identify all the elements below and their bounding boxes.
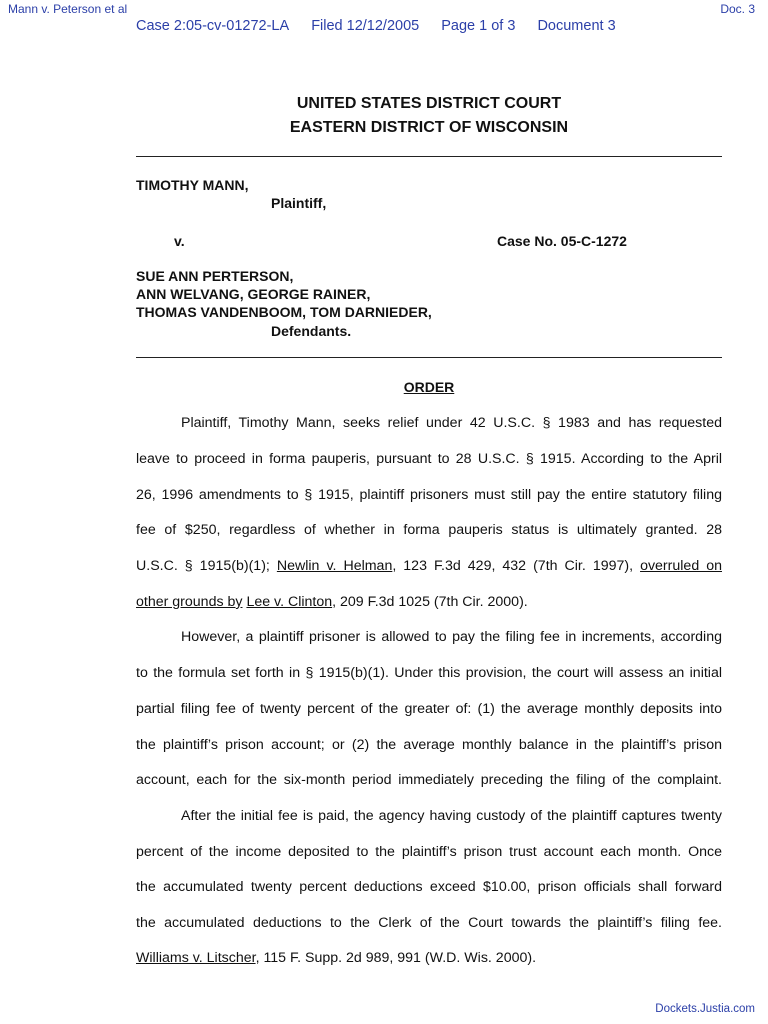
citation-lee: Lee v. Clinton xyxy=(246,594,333,610)
case-title-link[interactable]: Mann v. Peterson et al xyxy=(8,2,128,16)
body-line: account, each for the six-month period immediately preceding the filing of the complaint. xyxy=(136,772,722,788)
citation-williams: Williams v. Litscher xyxy=(136,950,256,966)
body-line: the accumulated twenty percent deductions exceed $10.00, prison officials shall forward xyxy=(136,879,722,895)
body-line: percent of the income deposited to the plaintiff’s prison trust account each month. Once xyxy=(136,844,722,860)
body-line-citations xyxy=(136,950,722,966)
text: , 123 F.3d 429, 432 (7th Cir. 1997), xyxy=(392,558,641,574)
caption-bottom-rule xyxy=(136,357,722,358)
filing-header xyxy=(136,18,634,34)
body-line: fee of $250, regardless of whether in forma pauperis status is ultimately granted. 28 xyxy=(136,522,722,538)
citation-newlin: Newlin v. Helman xyxy=(276,558,393,574)
body-line: 26, 1996 amendments to § 1915, plaintiff prisoners must still pay the entire statutory filing xyxy=(136,487,722,503)
defendant-line-1: SUE ANN PERTERSON, xyxy=(136,268,294,284)
header-case-number: Case 2:05-cv-01272-LA xyxy=(136,18,290,34)
plaintiff-role: Plaintiff, xyxy=(271,195,327,211)
order-title: ORDER xyxy=(403,379,455,395)
body-line: the accumulated deductions to the Clerk of the Court towards the plaintiff’s filing fee. xyxy=(136,915,722,931)
body-line-citations xyxy=(136,594,722,610)
header-filed-date: Filed 12/12/2005 xyxy=(311,18,420,34)
citation-other-grounds: other grounds by xyxy=(136,594,243,610)
doc-number-link[interactable]: Doc. 3 xyxy=(720,2,755,16)
defendant-line-2: ANN WELVANG, GEORGE RAINER, xyxy=(136,286,371,302)
body-line: to the formula set forth in § 1915(b)(1). Under this provision, the court will assess an initial xyxy=(136,665,722,681)
body-line: Plaintiff, Timothy Mann, seeks relief under 42 U.S.C. § 1983 and has requested xyxy=(181,415,722,431)
court-name-line1: UNITED STATES DISTRICT COURT xyxy=(296,95,562,112)
body-line: However, a plaintiff prisoner is allowed to pay the filing fee in increments, according xyxy=(181,629,722,645)
body-line: the plaintiff’s prison account; or (2) the average monthly balance in the plaintiff’s prison xyxy=(136,737,722,753)
body-line-citations xyxy=(136,558,722,574)
justia-footer-link[interactable]: Dockets.Justia.com xyxy=(655,1003,755,1015)
defendant-role: Defendants. xyxy=(271,323,352,339)
text: , 209 F.3d 1025 (7th Cir. 2000). xyxy=(332,594,528,610)
body-line: After the initial fee is paid, the agency having custody of the plaintiff captures twenty xyxy=(181,808,722,824)
case-number: Case No. 05-C-1272 xyxy=(497,233,627,249)
header-page: Page 1 of 3 xyxy=(441,18,516,34)
caption-top-rule xyxy=(136,156,722,157)
body-line: partial filing fee of twenty percent of the greater of: (1) the average monthly deposits into xyxy=(136,701,722,717)
text: U.S.C. § 1915(b)(1); xyxy=(136,558,277,574)
court-name-line2: EASTERN DISTRICT OF WISCONSIN xyxy=(289,119,569,136)
citation-overruled: overruled on xyxy=(640,558,722,574)
versus-label: v. xyxy=(174,233,185,249)
defendant-line-3: THOMAS VANDENBOOM, TOM DARNIEDER, xyxy=(136,304,432,320)
body-line: leave to proceed in forma pauperis, pursuant to 28 U.S.C. § 1915. According to the April xyxy=(136,451,722,467)
header-document: Document 3 xyxy=(537,18,616,34)
text: , 115 F. Supp. 2d 989, 991 (W.D. Wis. 2000). xyxy=(255,950,537,966)
plaintiff-name: TIMOTHY MANN, xyxy=(136,177,249,193)
